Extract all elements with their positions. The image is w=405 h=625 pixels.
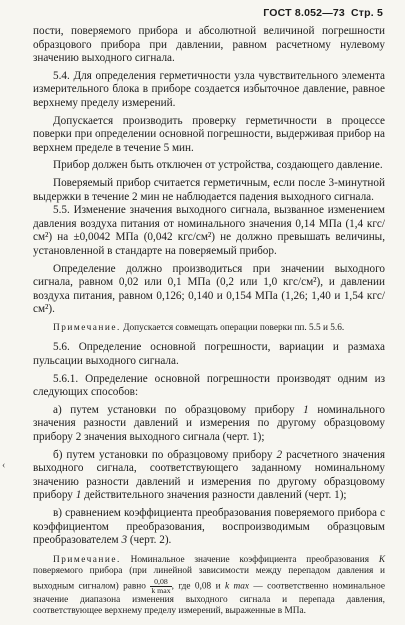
gost-number: ГОСТ 8.052—73 (263, 7, 345, 19)
paragraph-check: Допускается производить проверку герметичности в процессе поверки при определении основной погрешности, выдерживая прибор на верхнем пределе в течение 5 мин. (33, 114, 385, 154)
paragraph-5-4: 5.4. Для определения герметичности узла чувствительного элемента измерительного блока в приборе создается избыточное давление, равное верхнему пределу измерений. (33, 69, 385, 109)
document-body (33, 25, 385, 618)
instrument-number: 3 (121, 534, 128, 547)
paragraph-5-6-1: 5.6.1. Определение основной погрешности производят одним из следующих способов: (33, 372, 385, 399)
paragraph-determination: Определение должно производиться при значении выходного сигнала, равном 0,02 или 0,1 МПа (0,2 или 1,0 кгс/см²), и давлении воздуха питания, равном 0,126; 0,140 и 0,154 МПа (1,26; 1,40 и 1,54 кгс/см²). (33, 262, 385, 316)
instrument-number: 1 (303, 403, 309, 416)
instrument-number: 1 (75, 489, 82, 502)
note-1-text: Допускается совмещать операции поверки пп. 5.5 и 5.6. (123, 322, 345, 333)
note-2-label: Примечание. (53, 554, 121, 565)
paragraph-intro: пости, поверяемого прибора и абсолютной величиной погрешности образцового прибора при давлении, равном расчетному нулевому значению выходного сигнала. (33, 25, 385, 65)
list-item-b: б) путем установки по образцовому прибору 2 расчетного значения выходного сигнала, соответствующего заданному номинальному значению разности давлений и измерения по другому образцовому прибору 1 действительного значения разности давлений (черт. 1); (33, 448, 386, 502)
paragraph-5-6: 5.6. Определение основной погрешности, вариации и размаха пульсации выходного сигнала. (33, 341, 385, 367)
list-item-c: в) сравнением коэффициента преобразования поверяемого прибора с коэффициентом преобразования, воспроизводимым образцовым преобразователем 3 (черт. 2). (33, 506, 385, 547)
margin-mark: ‹ (2, 460, 6, 471)
instrument-number: 2 (276, 448, 283, 461)
note-1-label: Примечание. (53, 322, 121, 333)
fraction: $\frac{0,08}{\text{k max}}$ (151, 576, 171, 595)
paragraph-5-5: 5.5. Изменение значения выходного сигнала, вызванное изменением давления воздуха питания от номинального значения 0,14 МПа (1,4 кгс/см²) на ±0,0042 МПа (0,042 кгс/см²) не должно превышать величины, установленной в стандарте на поверяемый прибор. (33, 204, 385, 257)
list-item-a: а) путем установки по образцовому прибору 1 номинального значения разности давлений и измерения по другому образцовому прибору 2 значения выходного сигнала (черт. 1); (33, 403, 386, 443)
note-1 (33, 323, 385, 335)
page-header (263, 7, 383, 19)
note-2: Примечание. Номинальное значение коэффициента преобразования K поверяемого прибора (при линейной зависимости между перепадом давления и выходным сигналом) равно $\frac{0,08}{\text{k max}}$ , где 0,08 и k max — соответственно номинальное значение диапазона изменения выходного сигнала и перепада давления, соответствующее верхнему пределу измерений, выраженные в МПа. (33, 554, 386, 617)
page-number: Стр. 5 (350, 7, 383, 19)
paragraph-disconnect: Прибор должен быть отключен от устройства, создающего давление. (53, 159, 383, 172)
paragraph-hermetic: Поверяемый прибор считается герметичным, если после 3-минутной выдержки в течение 2 мин не наблюдается падения выходного сигнала. (33, 176, 385, 203)
